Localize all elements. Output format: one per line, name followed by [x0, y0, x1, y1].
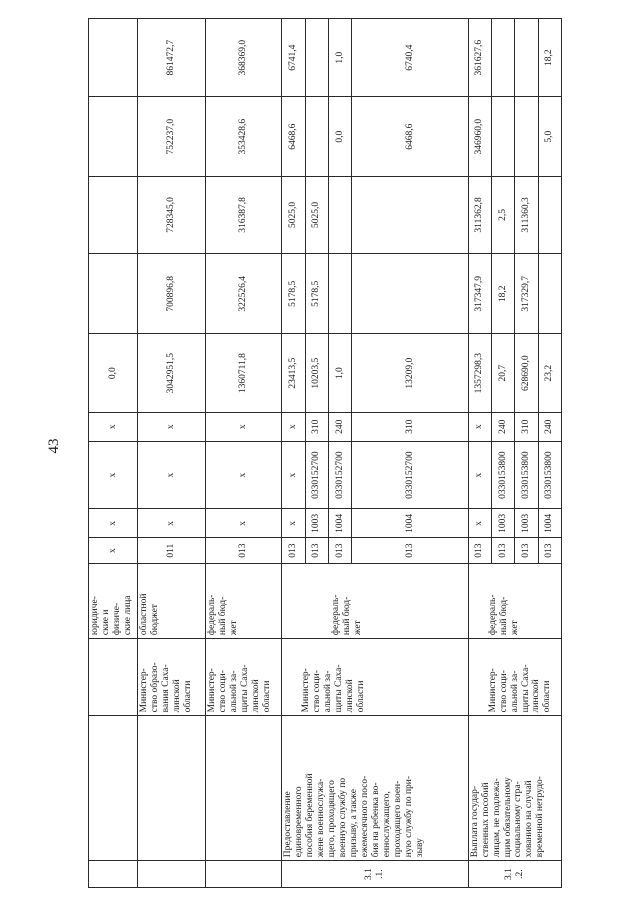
rotated-page — [88, 18, 562, 888]
code-cell: 013 — [206, 538, 282, 564]
value-cell: 728345,0 — [138, 176, 206, 253]
value-cell — [329, 254, 352, 334]
value-cell: 5,0 — [538, 97, 561, 176]
code-cell: 011 — [138, 538, 206, 564]
table-row — [138, 19, 206, 888]
source-text: федераль- ный бюд- жет — [331, 594, 364, 636]
value-cell: 311360,3 — [515, 176, 538, 253]
responsible-cell — [282, 639, 468, 716]
value-cell — [492, 97, 515, 176]
value-cell: 1357298,3 — [468, 334, 491, 412]
section-title: Выплата государ- ственных пособий лицам, не подлежа- щим обязательному социальному стра- хованию на случай временной нетрудо- — [468, 716, 561, 861]
source-cell: федераль- ный бюд- жет — [206, 564, 282, 639]
value-cell — [515, 97, 538, 176]
responsible-text: Министер- ство соци- альной за- щиты Саха- линской области — [301, 664, 367, 713]
code-cell: х — [138, 509, 206, 538]
code-cell: х — [89, 538, 138, 564]
value-cell: 6468,6 — [282, 97, 305, 176]
table-row — [89, 19, 138, 888]
code-cell: 013 — [329, 538, 352, 564]
code-cell: 1004 — [352, 509, 468, 538]
code-cell: 0330153800 — [538, 441, 561, 509]
value-cell — [538, 176, 561, 253]
value-cell: 368369,0 — [206, 19, 282, 97]
code-cell: 013 — [515, 538, 538, 564]
code-cell: 013 — [538, 538, 561, 564]
value-cell: 6740,4 — [352, 19, 468, 97]
code-cell: х — [206, 412, 282, 441]
code-cell: х — [89, 412, 138, 441]
value-cell: 861472,7 — [138, 19, 206, 97]
responsible-cell: Министер- ство соци- альной за- щиты Саха- линской области — [206, 639, 282, 716]
value-cell — [492, 19, 515, 97]
value-cell: 361627,6 — [468, 19, 491, 97]
code-cell: 240 — [329, 412, 352, 441]
value-cell: 13209,0 — [352, 334, 468, 412]
value-cell — [329, 176, 352, 253]
value-cell: 752237,0 — [138, 97, 206, 176]
source-cell: областной бюджет — [138, 564, 206, 639]
value-cell: 18,2 — [492, 254, 515, 334]
code-cell: х — [89, 509, 138, 538]
value-cell: 1360711,8 — [206, 334, 282, 412]
code-cell: 240 — [492, 412, 515, 441]
code-cell: х — [138, 441, 206, 509]
table-row — [282, 19, 305, 888]
value-cell: 20,7 — [492, 334, 515, 412]
code-cell: 1004 — [538, 509, 561, 538]
payer-cell: юридиче- ские и физиче- ские лица — [89, 564, 138, 639]
value-cell: 317329,7 — [515, 254, 538, 334]
value-cell: 18,2 — [538, 19, 561, 97]
value-cell: 1,0 — [329, 19, 352, 97]
code-cell: х — [138, 412, 206, 441]
value-cell — [352, 254, 468, 334]
value-cell: 10203,5 — [305, 334, 328, 412]
value-cell: 3042951,5 — [138, 334, 206, 412]
code-cell: 240 — [538, 412, 561, 441]
code-cell: х — [468, 509, 491, 538]
value-cell: 6741,4 — [282, 19, 305, 97]
code-cell: 1003 — [492, 509, 515, 538]
code-cell: 013 — [492, 538, 515, 564]
value-cell: 700896,8 — [138, 254, 206, 334]
code-cell: х — [282, 441, 305, 509]
page-number: 43 — [46, 438, 62, 454]
value-cell: 5025,0 — [305, 176, 328, 253]
value-cell: 1,0 — [329, 334, 352, 412]
code-cell: 310 — [515, 412, 538, 441]
value-cell — [305, 19, 328, 97]
code-cell: х — [468, 412, 491, 441]
code-cell: 0330152700 — [352, 441, 468, 509]
code-cell: х — [282, 412, 305, 441]
code-cell: х — [206, 509, 282, 538]
value-cell: 353428,6 — [206, 97, 282, 176]
section-number: 3.1 .2. — [468, 861, 561, 888]
source-cell — [282, 564, 468, 639]
code-cell: х — [89, 441, 138, 509]
code-cell: 1004 — [329, 509, 352, 538]
code-cell: 310 — [305, 412, 328, 441]
code-cell: х — [206, 441, 282, 509]
source-cell — [468, 564, 561, 639]
code-cell: 1003 — [515, 509, 538, 538]
code-cell: 310 — [352, 412, 468, 441]
code-cell: 0330153800 — [492, 441, 515, 509]
value-cell: 311362,8 — [468, 176, 491, 253]
value-cell: 5025,0 — [282, 176, 305, 253]
value-cell — [305, 97, 328, 176]
responsible-cell — [468, 639, 561, 716]
value-cell: 5178,5 — [305, 254, 328, 334]
section-number: 3.1 .1. — [282, 861, 468, 888]
responsible-text: Министер- ство соци- альной за- щиты Саха- линской области — [487, 664, 553, 713]
value-cell: 23413,5 — [282, 334, 305, 412]
value-cell: 23,2 — [538, 334, 561, 412]
code-cell: 013 — [468, 538, 491, 564]
code-cell: 013 — [282, 538, 305, 564]
table-row — [206, 19, 282, 888]
code-cell: 0330152700 — [305, 441, 328, 509]
value-cell: 628690,0 — [515, 334, 538, 412]
code-cell: 013 — [305, 538, 328, 564]
responsible-cell: Министер- ство образо- вания Саха- линской области — [138, 639, 206, 716]
code-cell: 013 — [352, 538, 468, 564]
value-cell: 317347,9 — [468, 254, 491, 334]
value-cell: 6468,6 — [352, 97, 468, 176]
value-cell: 346960,0 — [468, 97, 491, 176]
section-title: Предоставление единовременного пособия беременной жене военнослужа- щего, проходящего военную службу по призыву, а также ежемесячного посо- бия на ребенка во- еннослужащего, проходящего воен- ную службу по при- зыву — [282, 716, 468, 861]
value-cell: 5178,5 — [282, 254, 305, 334]
table-row — [468, 19, 491, 888]
source-text: федераль- ный бюд- жет — [487, 594, 520, 636]
code-cell: 1003 — [305, 509, 328, 538]
code-cell: х — [468, 441, 491, 509]
value-cell — [515, 19, 538, 97]
value-cell: 0,0 — [89, 334, 138, 412]
value-cell: 316387,8 — [206, 176, 282, 253]
value-cell: 2,5 — [492, 176, 515, 253]
code-cell: 0330153800 — [515, 441, 538, 509]
code-cell: х — [282, 509, 305, 538]
value-cell — [538, 254, 561, 334]
code-cell: 0330152700 — [329, 441, 352, 509]
budget-table — [88, 18, 562, 888]
value-cell — [352, 176, 468, 253]
value-cell: 0,0 — [329, 97, 352, 176]
value-cell: 322526,4 — [206, 254, 282, 334]
